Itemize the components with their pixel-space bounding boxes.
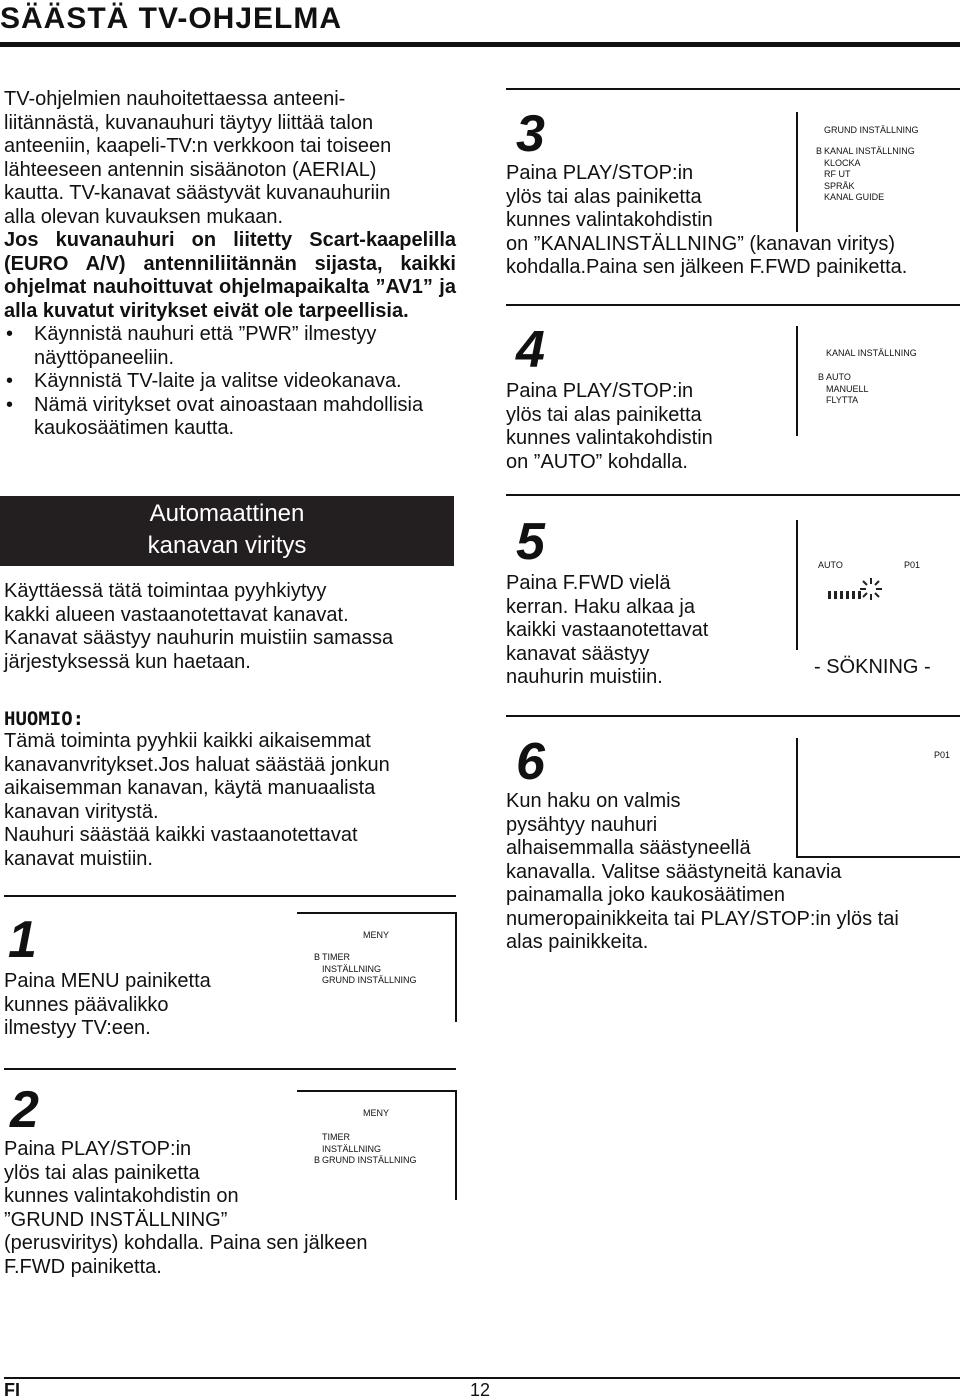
step-line: kunnes valintakohdistin <box>506 209 713 231</box>
step-line: Paina MENU painiketta <box>4 970 211 992</box>
step-line: kanavat säästyy <box>506 642 650 665</box>
footer-rule <box>4 1377 960 1379</box>
searching-spinner-icon <box>858 576 884 602</box>
menu-item: GRUND INSTÄLLNING <box>322 1155 417 1165</box>
step-line: kunnes valintakohdistin <box>506 427 713 449</box>
menu-item: GRUND INSTÄLLNING <box>322 975 417 985</box>
step-line: ”GRUND INSTÄLLNING” <box>4 1208 228 1231</box>
intro-line: TV-ohjelmien nauhoitettaessa anteeni- <box>4 88 346 110</box>
step-line: ilmestyy TV:een. <box>4 1017 151 1039</box>
menu-header: MENY <box>363 930 390 940</box>
step-line: numeropainikkeita tai PLAY/STOP:in ylös tai <box>506 907 899 930</box>
auto-description <box>4 580 456 674</box>
step-line: Paina PLAY/STOP:in <box>506 162 694 184</box>
menu-screen <box>297 1090 457 1200</box>
step-line: alas painikkeita. <box>506 931 649 953</box>
step-number: 5 <box>516 513 545 571</box>
intro-line: liitännästä, kuvanauhuri täytyy liittää talon <box>4 111 374 134</box>
cursor-marker: B <box>314 952 321 962</box>
divider <box>4 895 456 897</box>
page-number: 12 <box>470 1380 491 1400</box>
page-title: SÄÄSTÄ TV-OHJELMA <box>0 2 343 35</box>
search-caption: - SÖKNING - <box>814 656 931 678</box>
menu-item: KANAL INSTÄLLNING <box>824 146 915 156</box>
menu-item: INSTÄLLNING <box>322 1143 382 1154</box>
intro-line: anteeniin, kaapeli-TV:n verkkoon tai toiseen <box>4 135 392 157</box>
step-line: painamalla joko kaukosäätimen <box>506 884 786 906</box>
list-item: • Käynnistä nauhuri että ”PWR” ilmestyy näyttöpaneeliin. <box>4 323 456 370</box>
list-item: • Nämä viritykset ovat ainoastaan mahdollisia kaukosäätimen kautta. <box>4 394 456 441</box>
instruction-list <box>4 323 456 441</box>
step-line: Paina PLAY/STOP:in <box>4 1138 192 1160</box>
menu-item: MANUELL <box>826 383 869 394</box>
step-line: kunnes päävalikko <box>4 993 169 1016</box>
step-text <box>506 380 796 474</box>
cursor-marker: B <box>818 372 825 382</box>
divider <box>506 494 960 496</box>
step-line: alhaisemmalla säästyneellä <box>506 837 751 859</box>
mode-label: AUTO <box>818 560 843 570</box>
intro-line: kautta. TV-kanavat säästyvät kuvanauhuriin <box>4 182 391 204</box>
step-line: kunnes valintakohdistin on <box>4 1185 239 1207</box>
cursor-marker: B <box>314 1155 321 1165</box>
desc-line: Käyttäessä tätä toimintaa pyyhkiytyy <box>4 580 327 602</box>
search-screen <box>796 520 960 650</box>
language-code: FI <box>4 1380 20 1400</box>
step-number: 2 <box>10 1081 39 1139</box>
menu-item: FLYTTA <box>826 395 859 405</box>
menu-header: MENY <box>363 1108 390 1118</box>
desc-line: kakki alueen vastaanotettavat kanavat. <box>4 603 349 626</box>
step-number: 3 <box>516 105 545 163</box>
step-number: 6 <box>516 733 545 791</box>
note-line: kanavat muistiin. <box>4 847 153 870</box>
note-line: Nauhuri säästää kaikki vastaanotettavat <box>4 824 358 846</box>
note-line: kanavan viritystä. <box>4 800 159 823</box>
step-text <box>4 970 294 1041</box>
step-line: kohdalla.Paina sen jälkeen F.FWD painiketta. <box>506 256 908 278</box>
banner-line: kanavan viritys <box>147 532 307 559</box>
step-line: on ”AUTO” kohdalla. <box>506 450 688 473</box>
desc-line: järjestyksessä kun haetaan. <box>4 650 251 673</box>
step-number: 1 <box>8 911 37 969</box>
note-line: kanavanvritykset.Jos haluat säästää jonkun <box>4 753 390 776</box>
step-line: (perusviritys) kohdalla. Paina sen jälkeen <box>4 1232 368 1254</box>
scart-note: Jos kuvanauhuri on liitetty Scart-kaapelilla (EURO A/V) antenniliitännän sijasta, kaikki ohjelmat nauhoittuvat ohjelmapaikalta ”AV1” ja alla kuvatut viritykset eivät ole tarpeellisia. <box>4 229 456 322</box>
menu-item: INSTÄLLNING <box>322 963 382 974</box>
program-label: P01 <box>934 750 951 760</box>
menu-item: RF UT <box>824 169 851 179</box>
note-section <box>4 708 456 871</box>
step-line: kaikki vastaanotettavat <box>506 619 709 641</box>
result-screen <box>796 738 960 858</box>
list-item: • Käynnistä TV-laite ja valitse videokanava. <box>4 370 456 394</box>
menu-item: TIMER <box>322 1132 350 1142</box>
step-line: pysähtyy nauhuri <box>506 813 658 836</box>
step-line: kerran. Haku alkaa ja <box>506 595 695 618</box>
title-rule <box>0 42 960 47</box>
menu-item: SPRÅK <box>824 180 855 191</box>
step-text <box>506 572 796 690</box>
note-line: Tämä toiminta pyyhkii kaikki aikaisemmat <box>4 730 371 752</box>
step-line: on ”KANALINSTÄLLNING” (kanavan viritys) <box>506 232 896 255</box>
menu-header: GRUND INSTÄLLNING <box>824 125 919 135</box>
menu-screen <box>796 326 960 436</box>
step-line: nauhurin muistiin. <box>506 666 663 688</box>
divider <box>506 88 960 90</box>
program-label: P01 <box>904 560 921 570</box>
menu-item: TIMER <box>322 952 350 962</box>
menu-screen <box>297 912 457 1022</box>
step-line: ylös tai alas painiketta <box>506 185 702 208</box>
divider <box>4 1068 456 1070</box>
step-line: ylös tai alas painiketta <box>506 403 702 426</box>
step-line: Kun haku on valmis <box>506 790 681 812</box>
step-line: ylös tai alas painiketta <box>4 1161 200 1184</box>
step-number: 4 <box>516 321 545 379</box>
menu-item: AUTO <box>826 372 851 382</box>
menu-item: KLOCKA <box>824 157 861 168</box>
menu-screen <box>796 112 960 232</box>
banner-line: Automaattinen <box>149 500 305 527</box>
desc-line: Kanavat säästyy nauhurin muistiin samassa <box>4 627 394 649</box>
intro-line: lähteeseen antennin sisäänoton (AERIAL) <box>4 158 377 181</box>
note-title: HUOMIO: <box>4 708 85 730</box>
step-line: Paina PLAY/STOP:in <box>506 380 694 402</box>
cursor-marker: B <box>816 146 823 156</box>
divider <box>506 304 960 306</box>
step-line: kanavalla. Valitse säästyneitä kanavia <box>506 860 842 883</box>
intro-line: alla olevan kuvauksen mukaan. <box>4 205 284 228</box>
note-line: aikaisemman kanavan, käytä manuaalista <box>4 777 376 799</box>
section-banner <box>0 496 454 566</box>
note-body <box>4 730 456 871</box>
step-line: F.FWD painiketta. <box>4 1255 162 1278</box>
divider <box>506 715 960 717</box>
menu-header: KANAL INSTÄLLNING <box>826 348 917 358</box>
intro-section <box>4 88 456 441</box>
step-line: Paina F.FWD vielä <box>506 572 671 594</box>
menu-item: KANAL GUIDE <box>824 192 885 202</box>
